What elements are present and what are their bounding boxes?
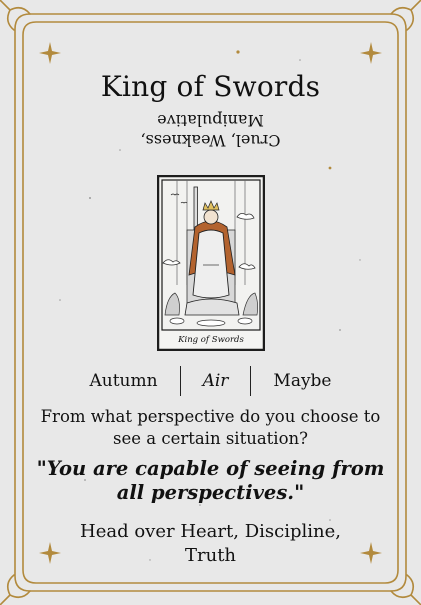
season-label: Autumn <box>89 371 158 391</box>
reversed-meaning-line-2: Manipulative <box>157 111 264 130</box>
keywords-line-1: Head over Heart, Discipline, <box>80 521 341 542</box>
tarot-caption: King of Swords <box>178 335 244 345</box>
tarot-illustration <box>157 175 265 351</box>
upright-keywords <box>30 520 391 568</box>
answer-label: Maybe <box>273 371 332 391</box>
element-label: Air <box>202 371 229 391</box>
affirmation-quote: "You are capable of seeing from all perspectives." <box>36 457 385 504</box>
card-title: King of Swords <box>100 70 321 103</box>
reversed-meaning-line-1: Cruel, Weakness, <box>140 131 281 150</box>
reversed-meaning <box>0 110 421 150</box>
attribute-row <box>0 366 421 396</box>
keywords-line-2: Truth <box>184 545 237 566</box>
reflection-question: From what perspective do you choose to see a certain situation? <box>40 407 381 448</box>
